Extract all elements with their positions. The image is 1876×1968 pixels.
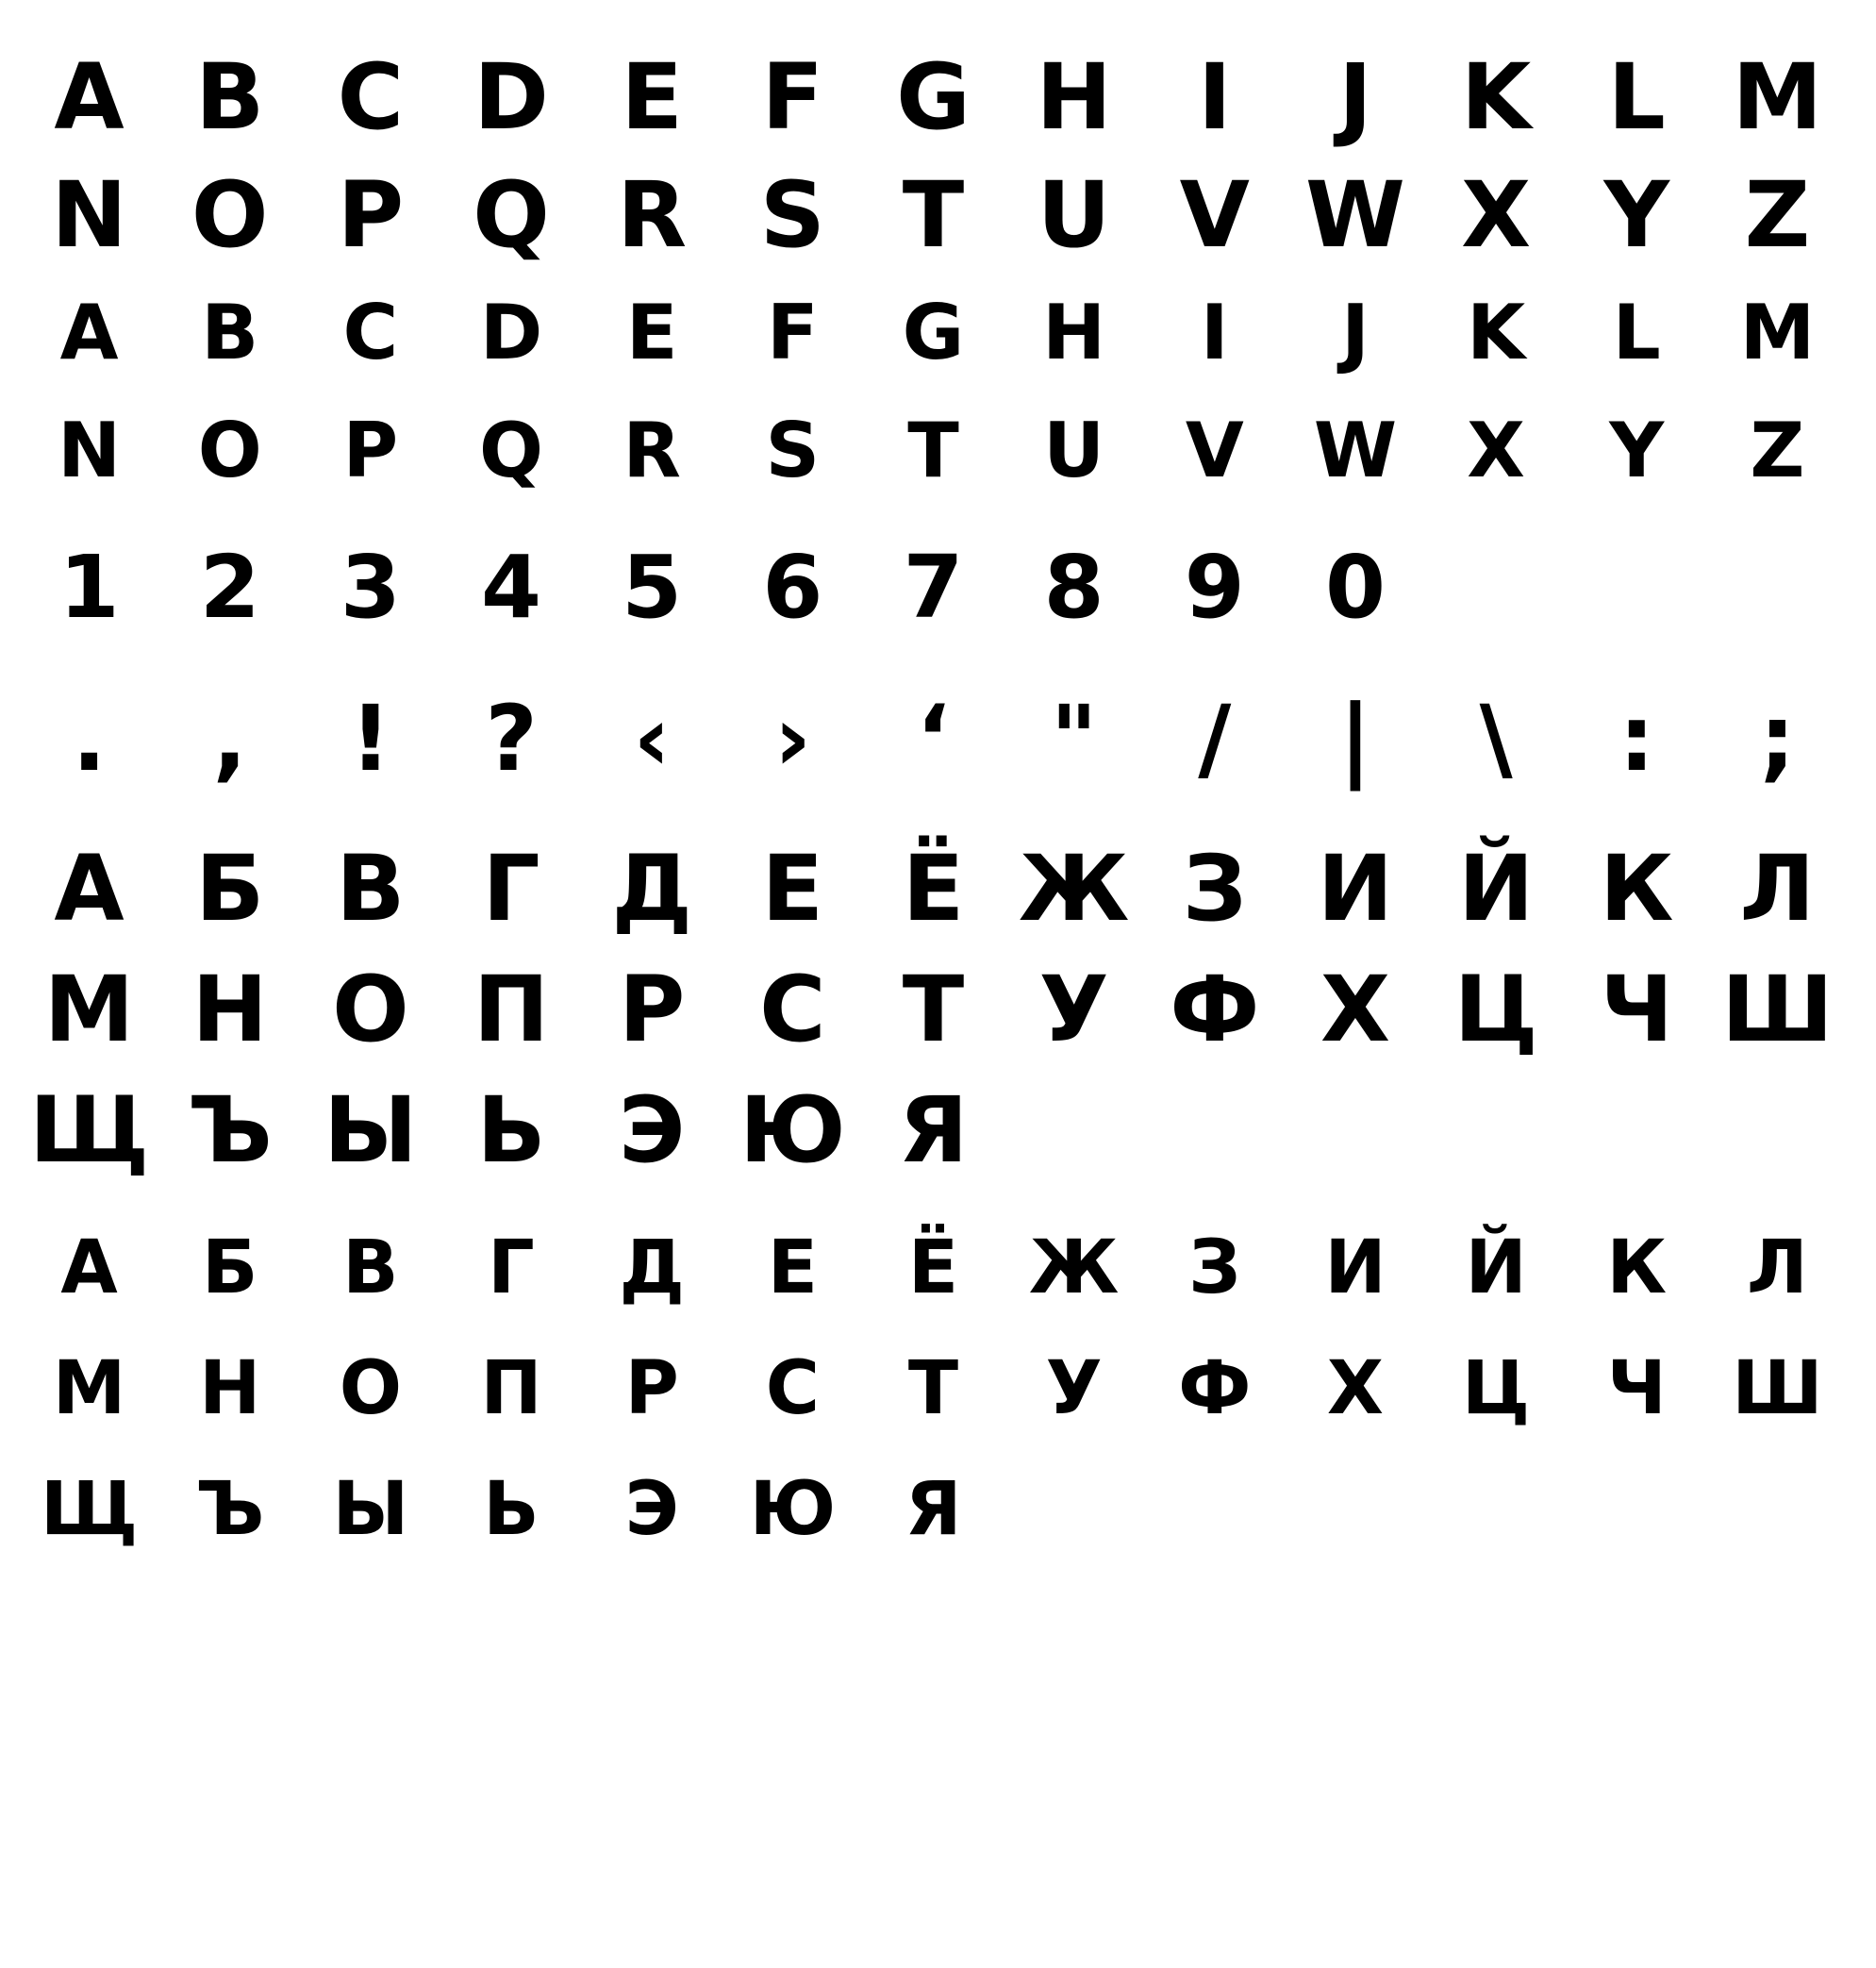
glyph-cell: Д <box>619 1226 685 1310</box>
glyph-cell: | <box>1338 686 1372 792</box>
glyph-cell: Ы <box>332 1467 409 1552</box>
glyph-cell: Г <box>488 1226 535 1310</box>
glyph-cell: Ь <box>483 1467 540 1552</box>
glyph-cell: L <box>1607 43 1666 150</box>
glyph-cell: Ь <box>476 1077 546 1183</box>
glyph-cell: Ю <box>749 1467 837 1552</box>
glyph-cell: / <box>1198 686 1232 792</box>
cyrillic-smallcaps-row-3 <box>19 1449 1848 1570</box>
glyph-cell: X <box>1467 406 1525 494</box>
glyph-cell: K <box>1460 43 1532 150</box>
glyph-cell: I <box>1197 43 1232 150</box>
glyph-cell: Ф <box>1170 957 1260 1062</box>
glyph-cell: Ц <box>1453 957 1538 1062</box>
glyph-cell: Щ <box>28 1077 150 1183</box>
glyph-cell: Ё <box>907 1226 959 1310</box>
glyph-cell: 5 <box>622 537 683 638</box>
glyph-cell: З <box>1182 836 1247 942</box>
glyph-cell: А <box>54 836 125 942</box>
glyph-cell: Р <box>619 957 686 1062</box>
glyph-cell: Ц <box>1461 1346 1531 1431</box>
glyph-cell: G <box>896 43 971 150</box>
glyph-cell: К <box>1600 836 1674 942</box>
glyph-cell: В <box>336 836 406 942</box>
glyph-cell: Н <box>191 957 268 1062</box>
glyph-cell: Л <box>1739 836 1816 942</box>
glyph-cell: Н <box>199 1346 261 1431</box>
glyph-cell: Х <box>1320 957 1390 1062</box>
row-spacer <box>19 800 1848 828</box>
glyph-cell: " <box>1050 686 1098 792</box>
row-spacer <box>19 509 1848 526</box>
glyph-cell: F <box>767 288 819 376</box>
glyph-cell: А <box>60 1226 118 1310</box>
glyph-cell: . <box>72 686 107 792</box>
latin-smallcaps-row-2 <box>19 392 1848 509</box>
glyph-cell: I <box>1200 288 1229 376</box>
glyph-cell: Я <box>898 1077 969 1183</box>
latin-uppercase-row-2 <box>19 156 1848 274</box>
glyph-cell: Л <box>1747 1226 1808 1310</box>
glyph-cell: S <box>765 406 821 494</box>
glyph-cell: Ъ <box>187 1077 273 1183</box>
glyph-cell: K <box>1467 288 1526 376</box>
glyph-cell: N <box>51 161 127 268</box>
glyph-cell: Й <box>1465 1226 1527 1310</box>
glyph-cell: U <box>1043 406 1105 494</box>
glyph-cell: Q <box>479 406 544 494</box>
glyph-cell: С <box>765 1346 820 1431</box>
glyph-cell: Я <box>905 1467 962 1552</box>
glyph-cell: B <box>201 288 259 376</box>
glyph-cell: : <box>1619 686 1655 792</box>
glyph-cell: Е <box>767 1226 818 1310</box>
glyph-cell: ! <box>349 686 391 792</box>
glyph-cell: B <box>195 43 265 150</box>
row-spacer <box>19 1191 1848 1208</box>
glyph-cell: Г <box>482 836 540 942</box>
glyph-cell: P <box>342 406 399 494</box>
glyph-cell: F <box>761 43 824 150</box>
glyph-cell: Z <box>1744 161 1811 268</box>
glyph-cell: 8 <box>1043 537 1104 638</box>
glyph-cell: A <box>54 43 125 150</box>
glyph-cell: G <box>902 288 965 376</box>
glyph-cell: J <box>1338 43 1372 150</box>
glyph-cell: Б <box>201 1226 258 1310</box>
glyph-cell: И <box>1324 1226 1386 1310</box>
glyph-cell: V <box>1179 161 1250 268</box>
glyph-cell: 2 <box>199 537 260 638</box>
glyph-cell: W <box>1313 406 1398 494</box>
glyph-cell: П <box>480 1346 542 1431</box>
glyph-cell: L <box>1612 288 1661 376</box>
glyph-cell: Е <box>761 836 824 942</box>
cyrillic-smallcaps-row-2 <box>19 1328 1848 1449</box>
glyph-cell: Б <box>195 836 265 942</box>
glyph-cell: \ <box>1479 686 1513 792</box>
glyph-cell: M <box>1739 288 1816 376</box>
glyph-cell: R <box>623 406 681 494</box>
cyrillic-smallcaps-row-1 <box>19 1208 1848 1328</box>
glyph-cell: V <box>1185 406 1244 494</box>
glyph-cell: Д <box>611 836 692 942</box>
glyph-cell: Э <box>624 1467 679 1552</box>
glyph-cell: И <box>1317 836 1394 942</box>
glyph-cell: 4 <box>481 537 542 638</box>
glyph-cell: Z <box>1750 406 1805 494</box>
glyph-cell: Р <box>624 1346 679 1431</box>
glyph-cell: ‹ <box>633 686 671 792</box>
glyph-cell: H <box>1042 288 1106 376</box>
glyph-cell: М <box>52 1346 126 1431</box>
glyph-cell: › <box>773 686 812 792</box>
glyph-cell: Ж <box>1018 836 1130 942</box>
glyph-cell: M <box>1732 43 1823 150</box>
glyph-cell: H <box>1036 43 1112 150</box>
glyph-cell: Ш <box>1732 1346 1823 1431</box>
glyph-cell: О <box>339 1346 403 1431</box>
glyph-cell: J <box>1341 288 1370 376</box>
glyph-cell: W <box>1305 161 1405 268</box>
glyph-cell: К <box>1606 1226 1668 1310</box>
glyph-cell: Y <box>1609 406 1665 494</box>
glyph-cell: 7 <box>903 537 964 638</box>
glyph-cell: Ч <box>1606 1346 1667 1431</box>
glyph-cell: У <box>1038 957 1109 1062</box>
glyph-cell: Й <box>1457 836 1535 942</box>
glyph-cell: E <box>621 43 683 150</box>
glyph-cell: 0 <box>1324 537 1386 638</box>
glyph-cell: ? <box>485 686 538 792</box>
glyph-cell: Т <box>902 957 965 1062</box>
glyph-cell: Ф <box>1178 1346 1252 1431</box>
glyph-cell: D <box>479 288 543 376</box>
glyph-cell: O <box>197 406 262 494</box>
glyph-cell: C <box>337 43 405 150</box>
glyph-cell: П <box>473 957 550 1062</box>
cyrillic-uppercase-row-3 <box>19 1070 1848 1191</box>
glyph-cell: В <box>342 1226 399 1310</box>
glyph-cell: C <box>342 288 399 376</box>
glyph-cell: М <box>43 957 135 1062</box>
glyph-cell: X <box>1461 161 1532 268</box>
glyph-cell: З <box>1188 1226 1241 1310</box>
glyph-cell: Ю <box>739 1077 846 1183</box>
glyph-cell: O <box>191 161 269 268</box>
glyph-cell: ; <box>1759 686 1796 792</box>
glyph-cell: Ё <box>902 836 965 942</box>
glyph-cell: E <box>625 288 678 376</box>
cyrillic-uppercase-row-2 <box>19 949 1848 1070</box>
punctuation-row <box>19 677 1848 800</box>
cyrillic-uppercase-row-1 <box>19 828 1848 949</box>
glyph-cell: Q <box>473 161 550 268</box>
glyph-cell: С <box>759 957 826 1062</box>
glyph-cell: Щ <box>40 1467 139 1552</box>
glyph-cell: , <box>212 686 247 792</box>
digits-row <box>19 526 1848 649</box>
glyph-cell: T <box>907 406 959 494</box>
glyph-cell: R <box>617 161 688 268</box>
glyph-cell: T <box>902 161 965 268</box>
glyph-cell: D <box>473 43 549 150</box>
latin-smallcaps-row-1 <box>19 274 1848 392</box>
glyph-cell: Ж <box>1028 1226 1120 1310</box>
glyph-cell: Ъ <box>195 1467 265 1552</box>
glyph-cell: Х <box>1326 1346 1385 1431</box>
glyph-cell: Э <box>618 1077 686 1183</box>
glyph-cell: 1 <box>58 537 120 638</box>
glyph-cell: N <box>58 406 122 494</box>
row-spacer <box>19 649 1848 677</box>
glyph-cell: Ч <box>1600 957 1674 1062</box>
glyph-cell: У <box>1045 1346 1103 1431</box>
glyph-cell: Ы <box>324 1077 418 1183</box>
glyph-cell: A <box>59 288 119 376</box>
glyph-cell: U <box>1037 161 1111 268</box>
latin-uppercase-row-1 <box>19 38 1848 156</box>
glyph-cell: 9 <box>1184 537 1245 638</box>
glyph-cell: Ш <box>1721 957 1834 1062</box>
glyph-cell: P <box>337 161 405 268</box>
glyph-cell: О <box>332 957 409 1062</box>
glyph-cell: 6 <box>762 537 823 638</box>
glyph-cell: Y <box>1603 161 1670 268</box>
glyph-cell: Т <box>907 1346 959 1431</box>
glyph-cell: ‘ <box>916 686 951 792</box>
glyph-cell: 3 <box>340 537 401 638</box>
glyph-cell: S <box>759 161 825 268</box>
